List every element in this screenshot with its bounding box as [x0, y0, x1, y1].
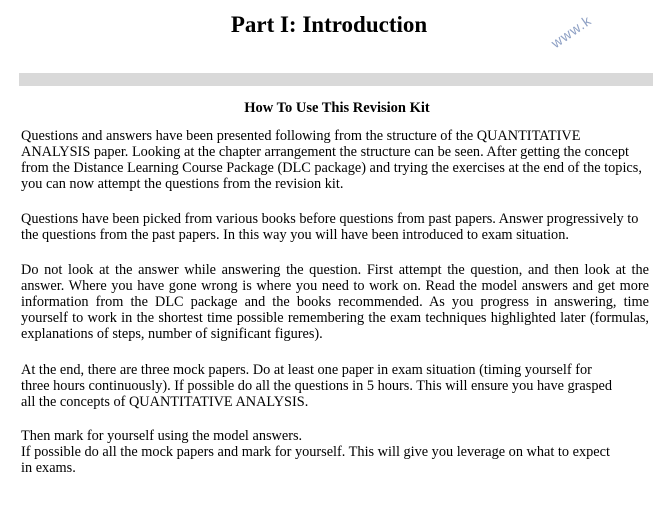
paragraph-mock-papers: At the end, there are three mock papers. Do at least one paper in exam situation (timing yourself for three hours continuously). If possible do all the questions in 5 hours. This will ensure you have grasped all the concepts of QUANTITATIVE ANALYSIS. — [21, 362, 612, 410]
paragraph-past-papers: Questions have been picked from various books before questions from past papers. Answer progressively to the questions from the past papers. In this way you will have been introduced to exam situation. — [21, 211, 639, 243]
paragraph-structure: Questions and answers have been presented following from the structure of the QUANTITATIVE ANALYSIS paper. Looking at the chapter arrangement the structure can be seen. After getting the concept from the Distance Learning Course Package (DLC package) and trying the exercises at the end of the topics, you can now attempt the questions from the revision kit. — [21, 128, 642, 192]
page-title: Part I: Introduction — [230, 12, 428, 37]
paragraph-leverage: If possible do all the mock papers and mark for yourself. This will give you leverage on what to expect in exams. — [21, 444, 610, 476]
paragraph-answering-method: Do not look at the answer while answering the question. First attempt the question, and then look at the answer. Where you have gone wrong is where you need to work on. Read the model answers and get more information from the DLC package and the books recommended. As you progress in answering, time yourself to work in the shortest time possible remembering the exam techniques highlighted later (formulas, explanations of steps, number of significant figures). — [21, 262, 649, 342]
paragraph-mark-yourself: Then mark for yourself using the model answers. — [21, 428, 303, 444]
watermark: www.k — [548, 11, 595, 52]
section-heading: How To Use This Revision Kit — [244, 100, 430, 116]
header-divider — [19, 73, 653, 86]
